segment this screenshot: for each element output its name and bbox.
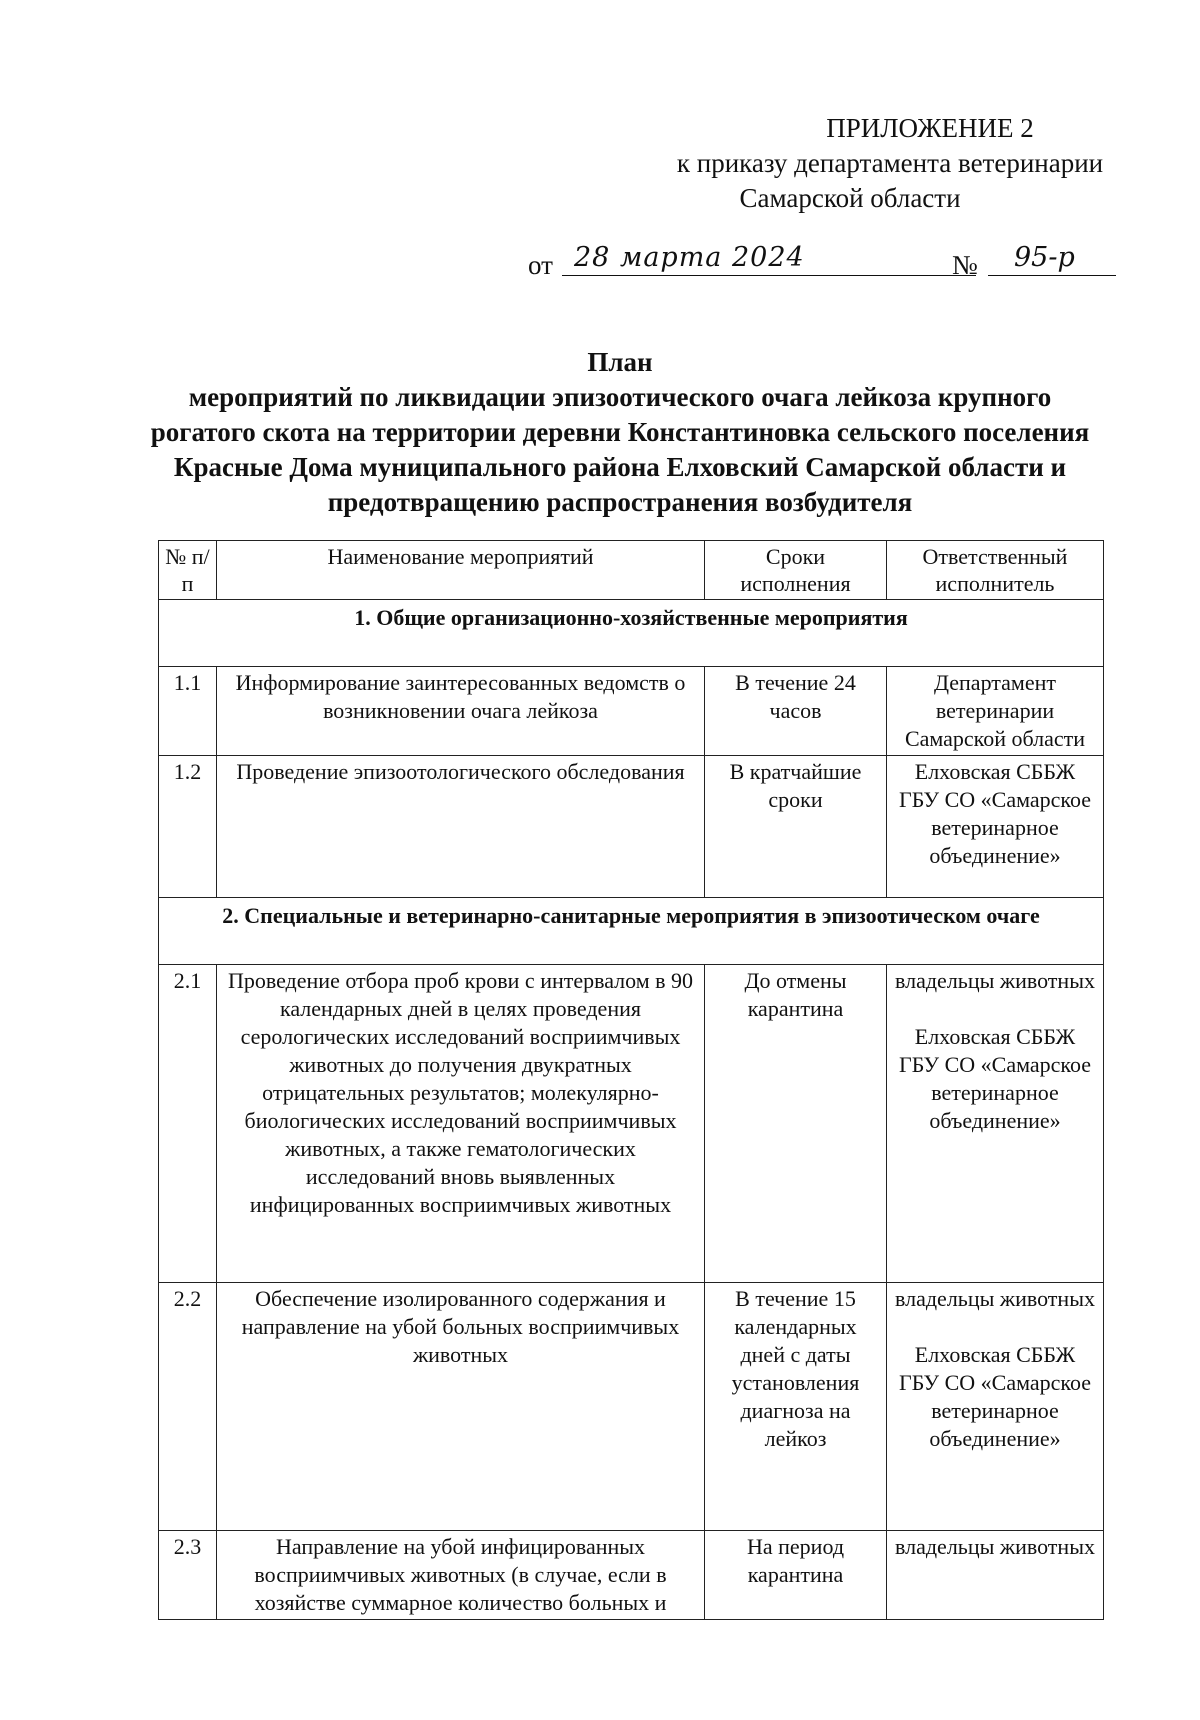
row-term: В течение 15 календарных дней с даты установления диагноза на лейкоз bbox=[705, 1283, 887, 1531]
row-responsible: владельцы животных bbox=[887, 1531, 1104, 1620]
row-num: 2.1 bbox=[159, 965, 217, 1283]
row-responsible bbox=[887, 1283, 1104, 1531]
row-num: 1.1 bbox=[159, 667, 217, 756]
table-row bbox=[159, 667, 1104, 756]
row-num: 2.2 bbox=[159, 1283, 217, 1531]
header-responsible: Ответственный исполнитель bbox=[887, 541, 1104, 600]
table-row bbox=[159, 965, 1104, 1283]
appendix-reference: к приказу департамента ветеринарии bbox=[676, 148, 1104, 178]
responsible-owners: владельцы животных bbox=[895, 968, 1095, 993]
row-num: 1.2 bbox=[159, 756, 217, 898]
row-name: Проведение эпизоотологического обследования bbox=[217, 756, 705, 898]
spacer bbox=[893, 995, 1097, 1023]
header-num: № п/п bbox=[159, 541, 217, 600]
row-term: До отмены карантина bbox=[705, 965, 887, 1283]
row-term: В кратчайшие сроки bbox=[705, 756, 887, 898]
row-name: Обеспечение изолированного содержания и направление на убой больных восприимчивых животных bbox=[217, 1283, 705, 1531]
row-name: Проведение отбора проб крови с интервалом в 90 календарных дней в целях проведения серологических исследований восприимчивых животных до получения двукратных отрицательных результатов; молекулярно-биологических исследований восприимчивых животных, а также гематологических исследований вновь выявленных инфицированных восприимчивых животных bbox=[217, 965, 705, 1283]
measures-table bbox=[158, 540, 1104, 1620]
row-term: В течение 24 часов bbox=[705, 667, 887, 756]
appendix-title: ПРИЛОЖЕНИЕ 2 bbox=[826, 113, 1034, 143]
row-responsible: Департамент ветеринарии Самарской области bbox=[887, 667, 1104, 756]
section-title: 2. Специальные и ветеринарно-санитарные мероприятия в эпизоотическом очаге bbox=[159, 898, 1104, 965]
row-term: На период карантина bbox=[705, 1531, 887, 1620]
plan-title: План bbox=[587, 347, 653, 377]
table-row bbox=[159, 1283, 1104, 1531]
order-number-label: № bbox=[952, 250, 978, 280]
plan-heading bbox=[150, 345, 1090, 520]
header-name: Наименование мероприятий bbox=[217, 541, 705, 600]
section-title: 1. Общие организационно-хозяйственные мероприятия bbox=[159, 600, 1104, 667]
appendix-region: Самарской области bbox=[739, 183, 961, 213]
plan-subtitle: мероприятий по ликвидации эпизоотического очага лейкоза крупного рогатого скота на территории деревни Константиновка сельского поселения Красные Дома муниципального района Елховский Самарской области и предотвращению распространения возбудителя bbox=[150, 382, 1090, 517]
row-responsible: Елховская СББЖ ГБУ СО «Самарское ветеринарное объединение» bbox=[887, 756, 1104, 898]
order-from-label: от bbox=[528, 250, 553, 280]
row-responsible bbox=[887, 965, 1104, 1283]
responsible-owners: владельцы животных bbox=[895, 1286, 1095, 1311]
spacer bbox=[893, 1313, 1097, 1341]
header-term: Сроки исполнения bbox=[705, 541, 887, 600]
section-row bbox=[159, 898, 1104, 965]
order-details bbox=[528, 242, 1118, 282]
section-row bbox=[159, 600, 1104, 667]
row-name: Направление на убой инфицированных восприимчивых животных (в случае, если в хозяйстве суммарное количество больных и bbox=[217, 1531, 705, 1620]
table-header-row bbox=[159, 541, 1104, 600]
row-name: Информирование заинтересованных ведомств о возникновении очага лейкоза bbox=[217, 667, 705, 756]
responsible-station: Елховская СББЖ ГБУ СО «Самарское ветеринарное объединение» bbox=[898, 1024, 1092, 1133]
responsible-station: Елховская СББЖ ГБУ СО «Самарское ветеринарное объединение» bbox=[898, 1342, 1092, 1451]
table-row bbox=[159, 1531, 1104, 1620]
table-row bbox=[159, 756, 1104, 898]
order-date-handwritten: 28 марта 2024 bbox=[562, 242, 976, 276]
row-num: 2.3 bbox=[159, 1531, 217, 1620]
order-number-handwritten: 95-р bbox=[988, 242, 1116, 276]
